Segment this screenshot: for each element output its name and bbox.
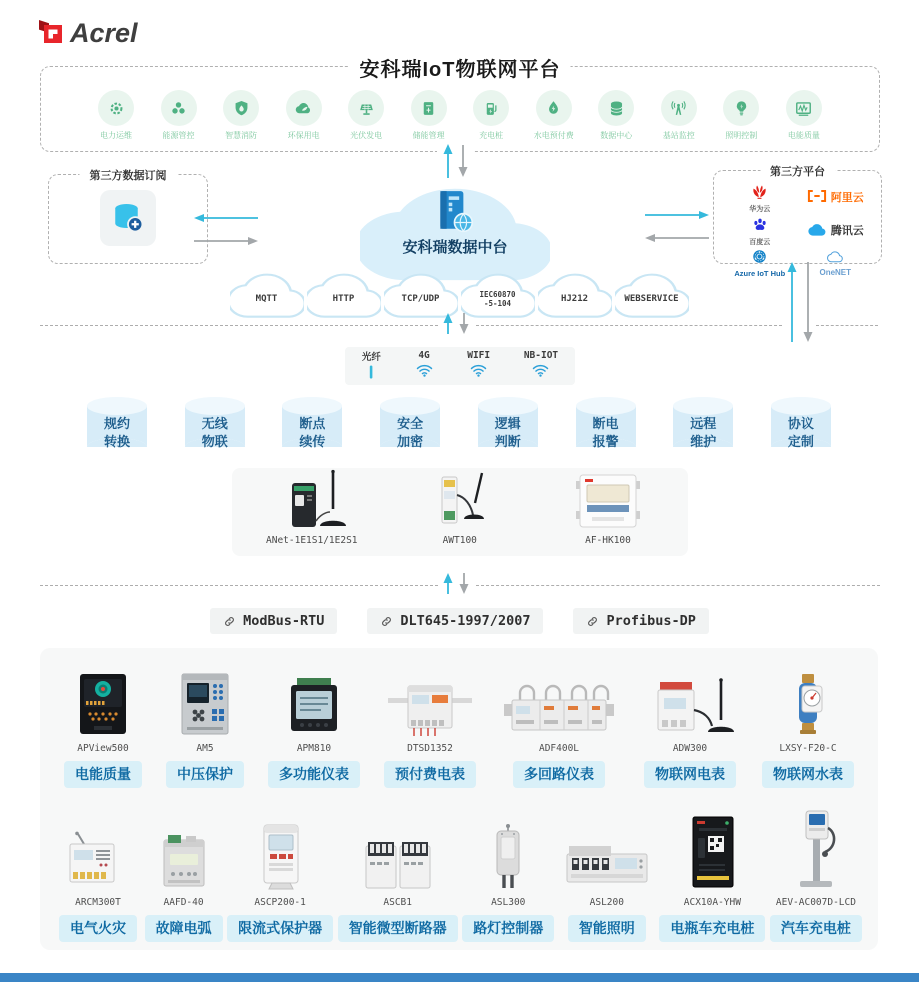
product-tag: 中压保护 <box>166 761 244 788</box>
product-image <box>70 664 136 738</box>
product <box>338 808 458 942</box>
network-label: WIFI <box>467 350 491 361</box>
product-tag: 电瓶车充电桩 <box>659 915 765 942</box>
protocol-cloud-label: MQTT <box>255 294 278 305</box>
storage-icon <box>411 90 447 126</box>
product <box>762 664 854 788</box>
product-tag: 故障电弧 <box>145 915 223 942</box>
protocol-cloud-label: HTTP <box>332 294 355 305</box>
product-tag: 汽车充电桩 <box>770 915 862 942</box>
app-label: 数据中心 <box>600 131 633 140</box>
platform-app <box>648 90 710 141</box>
platform-app <box>398 90 460 141</box>
product-image <box>384 664 476 738</box>
product <box>384 664 476 788</box>
product-image <box>642 664 738 738</box>
app-label: 充电桩 <box>479 131 504 140</box>
gateway-box <box>232 468 688 556</box>
separator-line <box>476 325 782 326</box>
separator-line <box>816 325 878 326</box>
gateway-device <box>266 469 358 546</box>
protocol-cloud-row <box>40 269 878 318</box>
data-center-icon <box>598 90 634 126</box>
capability-label: 安全 加密 <box>397 416 424 449</box>
capability-cylinder <box>182 396 248 458</box>
right-exchange-arrows <box>645 207 709 248</box>
eco-power-icon <box>286 90 322 126</box>
product-model: ARCM300T <box>75 897 121 908</box>
left-exchange-arrows <box>194 210 258 251</box>
capability-label: 逻辑 判断 <box>494 416 521 449</box>
device-protocol-label: Profibus-DP <box>606 613 696 629</box>
product-image <box>779 664 837 738</box>
product <box>659 808 765 942</box>
separator-line <box>476 585 880 586</box>
product-tag: 多回路仪表 <box>513 761 605 788</box>
capability-label: 远程 维护 <box>690 416 717 449</box>
link-icon <box>223 615 236 628</box>
updown-arrow-mid <box>438 313 474 334</box>
platform-title: 安科瑞IoT物联网平台 <box>350 53 571 82</box>
protocol-cloud <box>461 272 535 318</box>
server-globe-icon <box>432 188 478 239</box>
product-model: LXSY-F20-C <box>779 743 837 754</box>
azure-iot-hub-logo <box>752 249 767 269</box>
energy-mgmt-icon <box>161 90 197 126</box>
platform-app <box>273 90 335 141</box>
platform-app <box>773 90 835 141</box>
network-label: 光纤 <box>361 351 381 363</box>
gateway-model: AWT100 <box>442 535 477 546</box>
products-row-2 <box>56 808 862 942</box>
app-label: 照明控制 <box>725 131 758 140</box>
separator-line <box>40 325 438 326</box>
protocol-cloud <box>615 272 689 318</box>
platform-app <box>523 90 585 141</box>
product-tag: 预付费电表 <box>384 761 476 788</box>
tp-label: Azure IoT Hub <box>734 269 786 279</box>
platform-app <box>210 90 272 141</box>
updown-arrow-bottom <box>438 573 474 594</box>
wifi-icon <box>531 363 550 382</box>
app-label: 水电预付费 <box>533 131 574 140</box>
subscription-title: 第三方数据订阅 <box>80 167 177 183</box>
gateway-device-image <box>276 469 348 531</box>
link-icon <box>380 615 393 628</box>
product-tag: 路灯控制器 <box>462 915 554 942</box>
protocol-cloud-label: TCP/UDP <box>401 294 440 305</box>
products-row-1 <box>64 664 854 788</box>
capability-cylinder <box>670 396 736 458</box>
protocol-cloud-label: WEBSERVICE <box>624 294 679 305</box>
acrel-logo <box>36 16 138 51</box>
gateway-device <box>420 469 500 546</box>
product <box>642 664 738 788</box>
platform-section <box>40 59 880 152</box>
product-image <box>480 808 536 892</box>
third-party-platform <box>749 217 770 247</box>
product-tag: 电能质量 <box>64 761 142 788</box>
product-model: ADF400L <box>538 743 580 754</box>
gateway-device-image <box>562 469 654 531</box>
product-tag: 智能照明 <box>568 915 646 942</box>
app-label: 环保用电 <box>287 131 320 140</box>
protocol-cloud-label: IEC60870 -5-104 <box>479 289 516 308</box>
protocol-cloud <box>538 272 612 318</box>
product <box>64 664 142 788</box>
product <box>770 808 862 942</box>
product-tag: 物联网水表 <box>762 761 854 788</box>
gateway-device-image <box>420 469 500 531</box>
capability-cylinder <box>377 396 443 458</box>
gateway-device <box>562 469 654 546</box>
tp-label: 阿里云 <box>830 192 864 205</box>
product-model: AM5 <box>196 743 214 754</box>
capability-label: 规约 转换 <box>103 416 130 449</box>
third-party-platform <box>807 189 864 208</box>
product-model: ASCB1 <box>383 897 412 908</box>
wifi-icon <box>469 363 488 382</box>
product <box>56 808 140 942</box>
product-model: DTSD1352 <box>407 743 453 754</box>
link-icon <box>586 615 599 628</box>
product-tag: 限流式保护器 <box>227 915 333 942</box>
fire-safety-icon <box>223 90 259 126</box>
network-item <box>467 350 490 382</box>
third-party-section <box>713 166 882 279</box>
capability-cylinder <box>279 396 345 458</box>
device-protocol-label: DLT645-1997/2007 <box>400 613 531 629</box>
app-label: 智慧消防 <box>225 131 258 140</box>
product-model: APView500 <box>77 743 129 754</box>
capability-cylinder <box>573 396 639 458</box>
tencent-cloud-logo <box>807 222 827 242</box>
tp-label: OneNET <box>819 268 852 278</box>
huawei-cloud-logo <box>751 183 768 205</box>
product <box>500 664 618 788</box>
acrel-logo-text: Acrel <box>70 18 138 48</box>
product-tag: 智能微型断路器 <box>338 915 458 942</box>
fiber-icon <box>367 365 375 384</box>
solar-icon <box>348 90 384 126</box>
tp-label: 腾讯云 <box>830 225 864 238</box>
capability-label: 无线 物联 <box>201 416 228 449</box>
baidu-cloud-logo <box>752 217 768 238</box>
product-model: ACX10A-YHW <box>683 897 741 908</box>
network-item <box>524 350 558 382</box>
product <box>166 664 244 788</box>
product <box>145 808 223 942</box>
gateway-model: AF-HK100 <box>585 535 631 546</box>
alibaba-cloud-logo <box>807 189 827 208</box>
capability-row <box>40 396 878 458</box>
product-model: APM810 <box>296 743 332 754</box>
product-image <box>170 664 240 738</box>
product-image <box>146 808 222 892</box>
app-label: 电能质量 <box>787 131 820 140</box>
product-tag: 物联网电表 <box>644 761 736 788</box>
product-model: AEV-AC007D-LCD <box>775 897 856 908</box>
data-center-cloud <box>360 183 550 283</box>
capability-label: 断电 报警 <box>592 416 619 449</box>
third-party-platform <box>749 183 770 214</box>
app-label: 储能管理 <box>412 131 445 140</box>
capability-label: 协议 定制 <box>787 416 814 449</box>
product-image <box>56 808 140 892</box>
subscription-section <box>48 170 208 264</box>
device-protocol-label: ModBus-RTU <box>243 613 325 629</box>
product-model: ADW300 <box>672 743 708 754</box>
device-protocol-chip <box>367 608 543 634</box>
app-label: 光伏发电 <box>350 131 383 140</box>
footer-bar <box>0 973 919 982</box>
device-protocol-row <box>0 608 919 634</box>
device-protocol-chip <box>573 608 708 634</box>
product <box>559 808 655 942</box>
platform-app <box>335 90 397 141</box>
separator-line <box>40 585 438 586</box>
lighting-icon <box>723 90 759 126</box>
onenet-logo <box>826 250 844 268</box>
water-prepay-icon <box>536 90 572 126</box>
product-tag: 多功能仪表 <box>268 761 360 788</box>
updown-arrow-top <box>437 143 474 179</box>
network-bar <box>345 347 575 385</box>
product <box>227 808 333 942</box>
product-image <box>354 808 442 892</box>
app-label: 能源管控 <box>162 131 195 140</box>
products-box <box>40 648 878 950</box>
network-item <box>362 349 381 384</box>
protocol-cloud <box>384 272 458 318</box>
capability-cylinder <box>475 396 541 458</box>
database-plus-icon <box>100 190 156 246</box>
protocol-cloud <box>307 272 381 318</box>
acrel-logo-icon <box>36 16 66 51</box>
wifi-icon <box>415 363 434 382</box>
data-center-label: 安科瑞数据中台 <box>402 239 508 256</box>
capability-cylinder <box>768 396 834 458</box>
power-quality-icon <box>786 90 822 126</box>
protocol-cloud-label: HJ212 <box>560 294 589 305</box>
product-image <box>500 664 618 738</box>
product-model: ASL200 <box>589 897 624 908</box>
product-model: ASL300 <box>491 897 526 908</box>
product-model: ASCP200-1 <box>254 897 306 908</box>
network-item <box>415 350 434 382</box>
app-label: 基站监控 <box>662 131 695 140</box>
power-ops-icon <box>98 90 134 126</box>
platform-app <box>585 90 647 141</box>
product-tag: 电气火灾 <box>59 915 137 942</box>
tp-label: 华为云 <box>749 206 771 213</box>
device-protocol-chip <box>210 608 337 634</box>
protocol-cloud <box>230 272 304 318</box>
third-party-title: 第三方平台 <box>760 163 835 179</box>
product-image <box>283 664 345 738</box>
network-label: NB-IOT <box>523 350 559 361</box>
product-image <box>248 808 312 892</box>
platform-app <box>710 90 772 141</box>
product <box>462 808 554 942</box>
product <box>268 664 360 788</box>
platform-app <box>85 90 147 141</box>
third-party-platform <box>807 222 864 242</box>
platform-app <box>148 90 210 141</box>
platform-app <box>460 90 522 141</box>
capability-cylinder <box>84 396 150 458</box>
tp-label: 百度云 <box>749 238 771 246</box>
app-label: 电力运维 <box>100 131 132 140</box>
gateway-model: ANet-1E1S1/1E2S1 <box>266 535 358 546</box>
capability-label: 断点 续传 <box>299 416 326 449</box>
charging-pile-icon <box>473 90 509 126</box>
product-image <box>675 808 749 892</box>
base-station-icon <box>661 90 697 126</box>
product-model: AAFD-40 <box>163 897 204 908</box>
network-label: 4G <box>418 350 430 361</box>
product-image <box>559 808 655 892</box>
product-image <box>786 808 846 892</box>
